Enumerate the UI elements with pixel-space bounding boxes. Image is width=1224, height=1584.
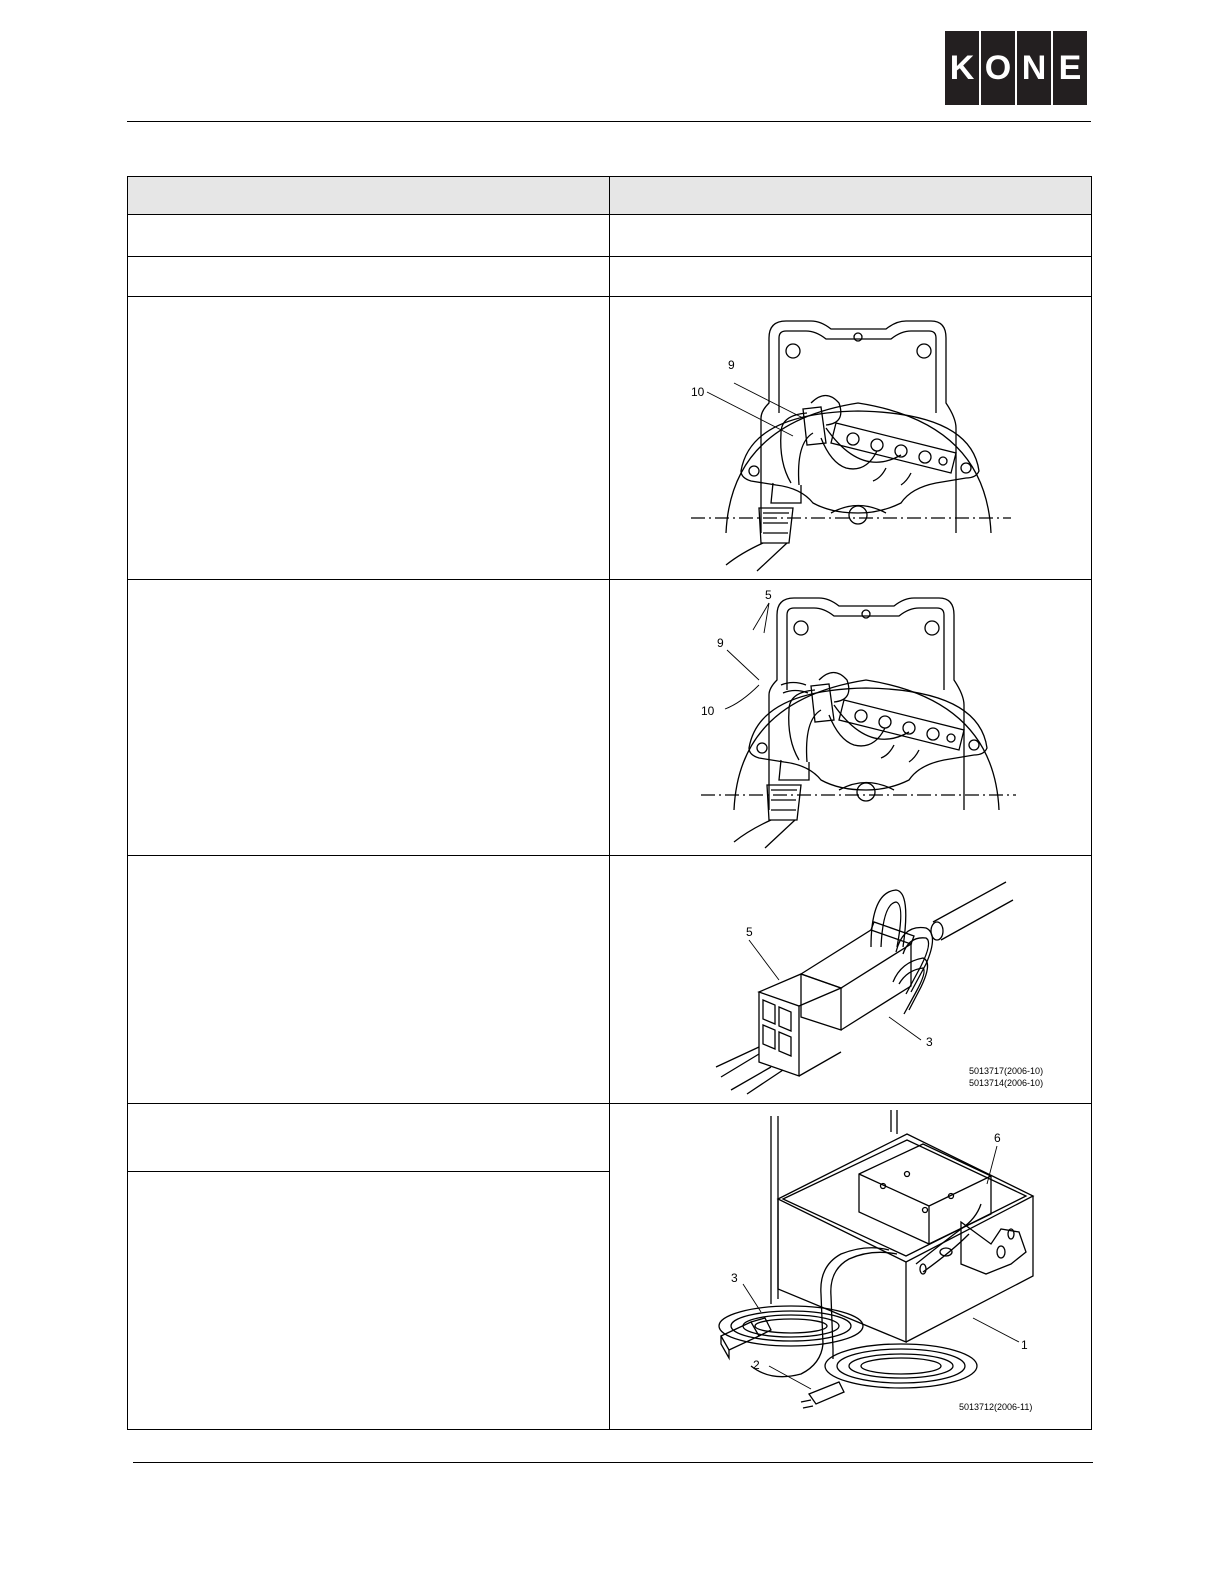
step-figure-cell: [610, 856, 1092, 1104]
callout-label: 6: [993, 1131, 1001, 1145]
figure-caption: 5013712(2006-11): [958, 1402, 1032, 1412]
callout-label: 1: [1020, 1338, 1028, 1352]
logo-letter: O: [981, 31, 1015, 105]
step-text-cell: [128, 1104, 610, 1172]
step-figure-cell: [610, 215, 1092, 257]
callout-label: 5: [764, 587, 772, 602]
callout-label: 10: [690, 385, 704, 399]
table-row: [128, 257, 1092, 297]
footer-divider: [133, 1462, 1093, 1463]
step-figure-cell: [610, 580, 1092, 856]
step-text-cell: [128, 1172, 610, 1430]
step-text-cell: [128, 297, 610, 580]
header-cell-right: [610, 177, 1092, 215]
motor-terminal-box-connector-figure: [681, 585, 1021, 851]
logo-letter: E: [1053, 31, 1087, 105]
callout-label: 9: [727, 358, 735, 372]
figure-caption: 5013714(2006-10): [968, 1077, 1043, 1088]
table-row: [128, 1104, 1092, 1172]
header-divider: [127, 121, 1091, 122]
callout-label: 10: [700, 703, 714, 718]
callout-label: 2: [752, 1358, 760, 1372]
callout-label: 9: [716, 635, 724, 650]
kone-logo: [945, 31, 1087, 105]
step-text-cell: [128, 580, 610, 856]
callout-label: 3: [925, 1034, 933, 1049]
table-row: [128, 580, 1092, 856]
motor-terminal-box-figure: [681, 303, 1021, 573]
table-row: [128, 215, 1092, 257]
table-row: [128, 856, 1092, 1104]
step-figure-cell: [610, 1104, 1092, 1430]
step-figure-cell: [610, 297, 1092, 580]
header-cell-left: [128, 177, 610, 215]
step-text-cell: [128, 215, 610, 257]
table-header-row: [128, 177, 1092, 215]
instruction-table: [127, 176, 1092, 1430]
cable-connector-figure: [671, 862, 1043, 1098]
table-row: [128, 297, 1092, 580]
figure-caption: 5013717(2006-10): [968, 1065, 1043, 1076]
callout-label: 5: [745, 924, 753, 939]
step-text-cell: [128, 257, 610, 297]
step-text-cell: [128, 856, 610, 1104]
logo-letter: K: [945, 31, 979, 105]
step-figure-cell: [610, 257, 1092, 297]
controller-box-figure: [661, 1104, 1041, 1420]
logo-letter: N: [1017, 31, 1051, 105]
callout-label: 3: [730, 1271, 738, 1285]
